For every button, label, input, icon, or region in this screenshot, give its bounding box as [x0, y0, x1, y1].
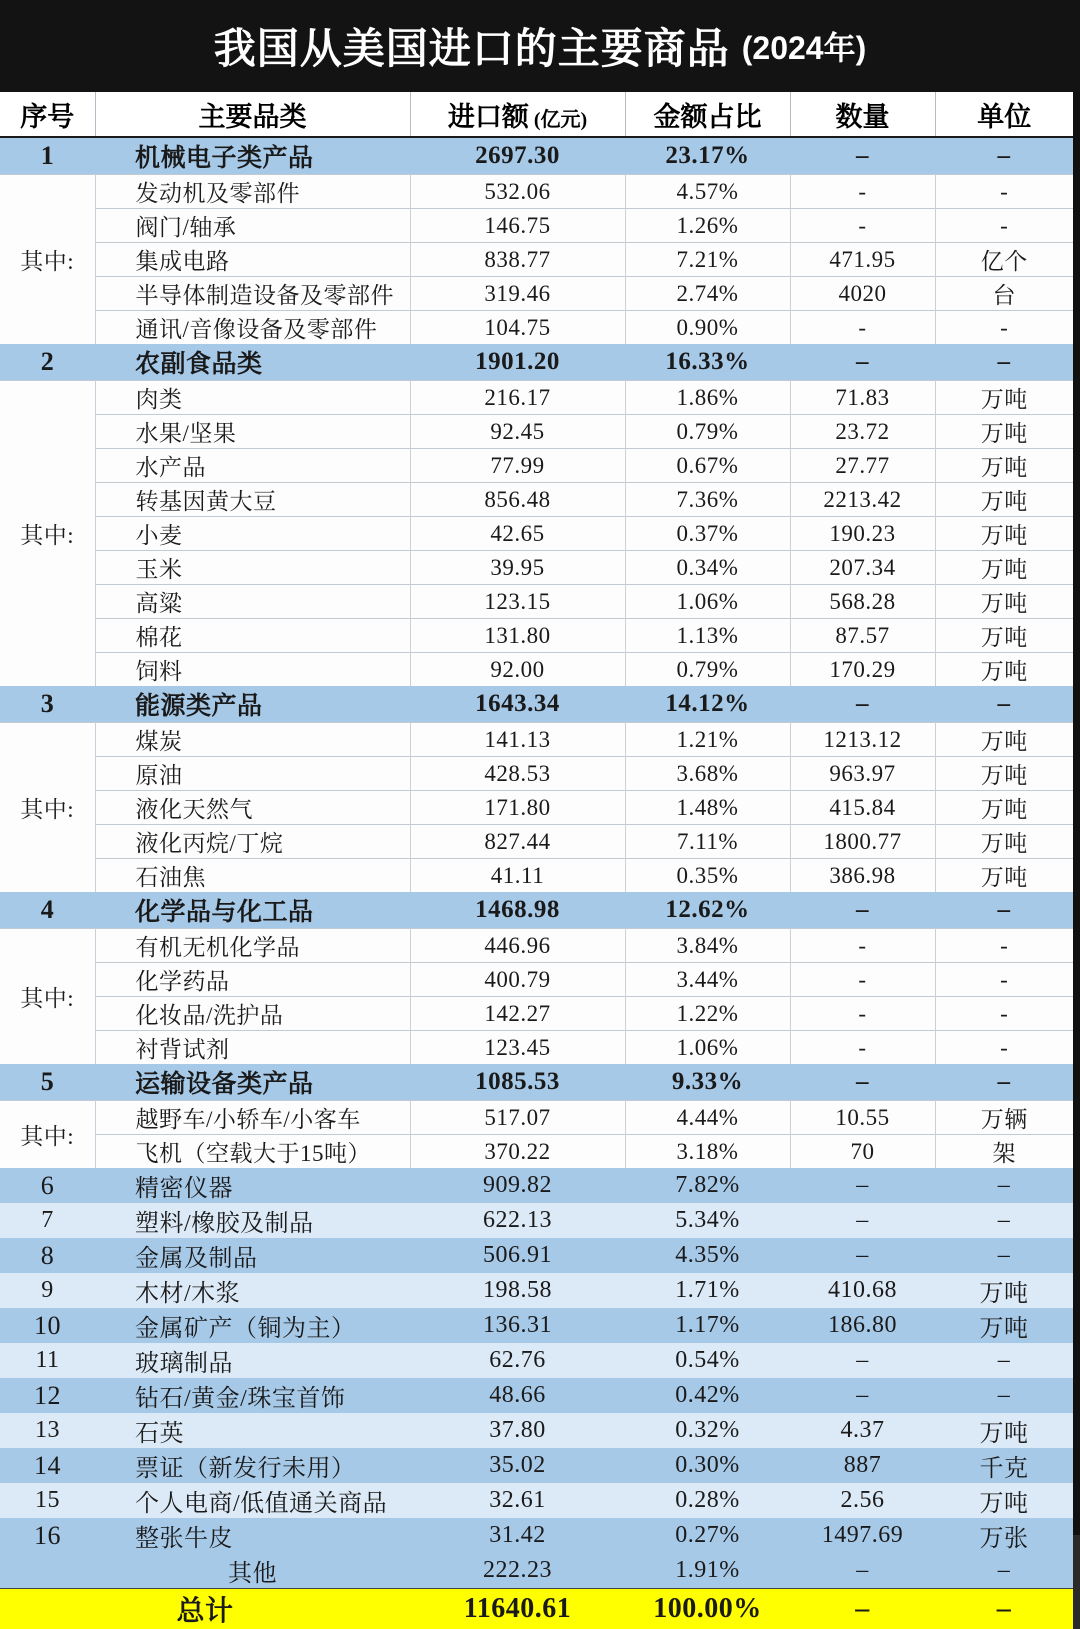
table-row	[0, 859, 1073, 893]
category-cell: 整张牛皮	[95, 1518, 410, 1553]
category-cell: 玉米	[95, 551, 410, 585]
share-cell: 12.62%	[625, 892, 790, 929]
amount-cell: 446.96	[410, 929, 625, 963]
unit-cell: 万吨	[935, 551, 1073, 585]
unit-cell: 万吨	[935, 483, 1073, 517]
qty-cell: 963.97	[790, 757, 935, 791]
table-row	[0, 209, 1073, 243]
category-cell: 阀门/轴承	[95, 209, 410, 243]
qty-cell: –	[790, 1168, 935, 1203]
amount-cell: 142.27	[410, 997, 625, 1031]
category-cell: 机械电子类产品	[95, 137, 410, 175]
category-cell: 化学品与化工品	[95, 892, 410, 929]
unit-cell: 万吨	[935, 825, 1073, 859]
share-cell: 1.06%	[625, 585, 790, 619]
category-cell: 个人电商/低值通关商品	[95, 1483, 410, 1518]
category-cell: 飞机（空载大于15吨）	[95, 1135, 410, 1169]
share-cell: 0.28%	[625, 1483, 790, 1518]
seq-cell: 8	[0, 1238, 95, 1273]
unit-cell: –	[935, 1238, 1073, 1273]
share-cell: 7.82%	[625, 1168, 790, 1203]
unit-cell: -	[935, 963, 1073, 997]
qty-cell: 2213.42	[790, 483, 935, 517]
table-row	[0, 137, 1073, 175]
share-cell: 0.35%	[625, 859, 790, 893]
unit-cell: -	[935, 997, 1073, 1031]
category-cell: 票证（新发行未用）	[95, 1448, 410, 1483]
unit-cell: 亿个	[935, 243, 1073, 277]
amount-cell: 517.07	[410, 1101, 625, 1135]
amount-cell: 1643.34	[410, 686, 625, 723]
col-header-seq: 序号	[0, 92, 95, 137]
qty-cell: 23.72	[790, 415, 935, 449]
unit-cell: 万吨	[935, 517, 1073, 551]
table-row	[0, 1101, 1073, 1135]
amount-cell: 827.44	[410, 825, 625, 859]
share-cell: 0.30%	[625, 1448, 790, 1483]
seq-cell: 5	[0, 1064, 95, 1101]
category-cell: 石油焦	[95, 859, 410, 893]
table-row	[0, 1308, 1073, 1343]
amount-cell: 222.23	[410, 1553, 625, 1589]
amount-cell: 123.15	[410, 585, 625, 619]
seq-cell: 16	[0, 1518, 95, 1553]
seq-cell: 14	[0, 1448, 95, 1483]
table-row	[0, 344, 1073, 381]
share-cell: 0.37%	[625, 517, 790, 551]
unit-cell: 万吨	[935, 1483, 1073, 1518]
seq-cell: 11	[0, 1343, 95, 1378]
category-cell: 水产品	[95, 449, 410, 483]
unit-cell: 万辆	[935, 1101, 1073, 1135]
unit-cell: 万吨	[935, 723, 1073, 757]
amount-cell: 1085.53	[410, 1064, 625, 1101]
seq-cell: 15	[0, 1483, 95, 1518]
amount-cell: 428.53	[410, 757, 625, 791]
amount-cell: 48.66	[410, 1378, 625, 1413]
category-cell: 农副食品类	[95, 344, 410, 381]
qty-cell: -	[790, 963, 935, 997]
qty-cell: -	[790, 209, 935, 243]
unit-cell: 万吨	[935, 859, 1073, 893]
qty-cell: 186.80	[790, 1308, 935, 1343]
unit-cell: -	[935, 929, 1073, 963]
amount-cell: 39.95	[410, 551, 625, 585]
table-row	[0, 619, 1073, 653]
category-cell: 肉类	[95, 381, 410, 415]
amount-cell: 838.77	[410, 243, 625, 277]
amount-cell: 856.48	[410, 483, 625, 517]
seq-cell: 4	[0, 892, 95, 929]
qty-cell: 4020	[790, 277, 935, 311]
col-header-amount-unit: (亿元)	[529, 109, 587, 131]
qty-cell: –	[790, 344, 935, 381]
group-cell: 其中:	[0, 1101, 95, 1169]
table-row	[0, 929, 1073, 963]
header-row	[0, 92, 1073, 137]
share-cell: 14.12%	[625, 686, 790, 723]
amount-cell: 146.75	[410, 209, 625, 243]
table-row	[0, 311, 1073, 345]
seq-cell: 7	[0, 1203, 95, 1238]
amount-cell: 136.31	[410, 1308, 625, 1343]
group-cell: 其中:	[0, 723, 95, 893]
unit-cell: 万吨	[935, 791, 1073, 825]
amount-cell: 131.80	[410, 619, 625, 653]
qty-cell: 1213.12	[790, 723, 935, 757]
seq-cell: 3	[0, 686, 95, 723]
table-row	[0, 653, 1073, 687]
seq-cell: 10	[0, 1308, 95, 1343]
table-row	[0, 1238, 1073, 1273]
share-cell: 9.33%	[625, 1064, 790, 1101]
table-row	[0, 483, 1073, 517]
qty-cell: –	[790, 1203, 935, 1238]
unit-cell: 万吨	[935, 757, 1073, 791]
share-cell: 4.44%	[625, 1101, 790, 1135]
table-row	[0, 1343, 1073, 1378]
category-cell: 化妆品/洗护品	[95, 997, 410, 1031]
table-row	[0, 1168, 1073, 1203]
share-cell: 1.17%	[625, 1308, 790, 1343]
category-cell: 衬背试剂	[95, 1031, 410, 1065]
page-title	[0, 0, 1080, 92]
table-row	[0, 277, 1073, 311]
qty-cell: -	[790, 929, 935, 963]
share-cell: 3.84%	[625, 929, 790, 963]
amount-cell: 370.22	[410, 1135, 625, 1169]
unit-cell: –	[935, 1168, 1073, 1203]
amount-cell: 532.06	[410, 175, 625, 209]
table-row	[0, 757, 1073, 791]
unit-cell: 万吨	[935, 381, 1073, 415]
unit-cell: –	[935, 344, 1073, 381]
seq-cell	[0, 1553, 95, 1589]
imports-table	[0, 92, 1073, 1629]
unit-cell: –	[935, 1378, 1073, 1413]
qty-cell: 190.23	[790, 517, 935, 551]
unit-cell: 万吨	[935, 1413, 1073, 1448]
unit-cell: –	[935, 1343, 1073, 1378]
amount-cell: 171.80	[410, 791, 625, 825]
qty-cell: 1800.77	[790, 825, 935, 859]
qty-cell: -	[790, 1031, 935, 1065]
seq-cell: 6	[0, 1168, 95, 1203]
qty-cell: -	[790, 311, 935, 345]
category-cell: 小麦	[95, 517, 410, 551]
table-row	[0, 243, 1073, 277]
share-cell: 4.57%	[625, 175, 790, 209]
amount-cell: 31.42	[410, 1518, 625, 1553]
amount-cell: 37.80	[410, 1413, 625, 1448]
qty-cell: –	[790, 686, 935, 723]
group-cell: 其中:	[0, 929, 95, 1065]
category-cell: 液化天然气	[95, 791, 410, 825]
unit-cell: –	[935, 686, 1073, 723]
seq-cell: 13	[0, 1413, 95, 1448]
table-row	[0, 517, 1073, 551]
table-row	[0, 551, 1073, 585]
category-cell: 钻石/黄金/珠宝首饰	[95, 1378, 410, 1413]
amount-cell: 909.82	[410, 1168, 625, 1203]
category-cell: 化学药品	[95, 963, 410, 997]
amount-cell: 77.99	[410, 449, 625, 483]
unit-cell: 万张	[935, 1518, 1073, 1553]
category-cell: 玻璃制品	[95, 1343, 410, 1378]
share-cell: 0.90%	[625, 311, 790, 345]
table-row	[0, 585, 1073, 619]
table-row	[0, 791, 1073, 825]
share-cell: 1.26%	[625, 209, 790, 243]
share-cell: 0.42%	[625, 1378, 790, 1413]
col-header-amount	[410, 92, 625, 137]
amount-cell: 92.45	[410, 415, 625, 449]
table-row	[0, 1031, 1073, 1065]
amount-cell: 1468.98	[410, 892, 625, 929]
qty-cell: –	[790, 137, 935, 175]
amount-cell: 32.61	[410, 1483, 625, 1518]
amount-cell: 216.17	[410, 381, 625, 415]
amount-cell: 35.02	[410, 1448, 625, 1483]
unit-cell: 万吨	[935, 653, 1073, 687]
share-cell: 7.11%	[625, 825, 790, 859]
unit-cell: –	[935, 1064, 1073, 1101]
table-row	[0, 1203, 1073, 1238]
total-label-cell: 总计	[0, 1589, 410, 1629]
share-cell: 1.71%	[625, 1273, 790, 1308]
share-cell: 3.18%	[625, 1135, 790, 1169]
share-cell: 1.21%	[625, 723, 790, 757]
category-cell: 棉花	[95, 619, 410, 653]
category-cell: 半导体制造设备及零部件	[95, 277, 410, 311]
table-row	[0, 1273, 1073, 1308]
share-cell: 0.32%	[625, 1413, 790, 1448]
unit-cell: -	[935, 175, 1073, 209]
unit-cell: –	[935, 892, 1073, 929]
share-cell: 1.48%	[625, 791, 790, 825]
category-cell: 其他	[95, 1553, 410, 1589]
qty-cell: 2.56	[790, 1483, 935, 1518]
table-row	[0, 1448, 1073, 1483]
qty-cell: –	[790, 1589, 935, 1629]
col-header-share: 金额占比	[625, 92, 790, 137]
unit-cell: –	[935, 137, 1073, 175]
share-cell: 7.36%	[625, 483, 790, 517]
share-cell: 7.21%	[625, 243, 790, 277]
unit-cell: -	[935, 311, 1073, 345]
page-title-text: 我国从美国进口的主要商品	[214, 16, 730, 76]
table-row	[0, 963, 1073, 997]
page-title-year: (2024年)	[742, 23, 867, 69]
qty-cell: 410.68	[790, 1273, 935, 1308]
amount-cell: 42.65	[410, 517, 625, 551]
qty-cell: 471.95	[790, 243, 935, 277]
category-cell: 转基因黄大豆	[95, 483, 410, 517]
category-cell: 塑料/橡胶及制品	[95, 1203, 410, 1238]
qty-cell: 887	[790, 1448, 935, 1483]
category-cell: 金属及制品	[95, 1238, 410, 1273]
qty-cell: –	[790, 1064, 935, 1101]
unit-cell: 万吨	[935, 449, 1073, 483]
category-cell: 石英	[95, 1413, 410, 1448]
amount-cell: 400.79	[410, 963, 625, 997]
table-row	[0, 1135, 1073, 1169]
table-row	[0, 892, 1073, 929]
share-cell: 1.06%	[625, 1031, 790, 1065]
table-row	[0, 723, 1073, 757]
share-cell: 2.74%	[625, 277, 790, 311]
qty-cell: 10.55	[790, 1101, 935, 1135]
share-cell: 100.00%	[625, 1589, 790, 1629]
category-cell: 木材/木浆	[95, 1273, 410, 1308]
amount-cell: 1901.20	[410, 344, 625, 381]
qty-cell: -	[790, 997, 935, 1031]
qty-cell: 27.77	[790, 449, 935, 483]
share-cell: 0.67%	[625, 449, 790, 483]
share-cell: 4.35%	[625, 1238, 790, 1273]
amount-cell: 622.13	[410, 1203, 625, 1238]
category-cell: 液化丙烷/丁烷	[95, 825, 410, 859]
unit-cell: -	[935, 1031, 1073, 1065]
table-row	[0, 175, 1073, 209]
category-cell: 能源类产品	[95, 686, 410, 723]
col-header-quantity: 数量	[790, 92, 935, 137]
unit-cell: -	[935, 209, 1073, 243]
table-row	[0, 1518, 1073, 1553]
col-header-category: 主要品类	[95, 92, 410, 137]
qty-cell: –	[790, 1378, 935, 1413]
qty-cell: 1497.69	[790, 1518, 935, 1553]
amount-cell: 104.75	[410, 311, 625, 345]
qty-cell: 87.57	[790, 619, 935, 653]
seq-cell: 12	[0, 1378, 95, 1413]
qty-cell: 71.83	[790, 381, 935, 415]
share-cell: 3.44%	[625, 963, 790, 997]
share-cell: 16.33%	[625, 344, 790, 381]
unit-cell: 万吨	[935, 1308, 1073, 1343]
table-row	[0, 449, 1073, 483]
unit-cell: 台	[935, 277, 1073, 311]
qty-cell: 568.28	[790, 585, 935, 619]
category-cell: 高粱	[95, 585, 410, 619]
table-body	[0, 137, 1073, 1629]
table-row	[0, 1589, 1073, 1629]
unit-cell: 万吨	[935, 585, 1073, 619]
amount-cell: 198.58	[410, 1273, 625, 1308]
share-cell: 0.54%	[625, 1343, 790, 1378]
unit-cell: 架	[935, 1135, 1073, 1169]
amount-cell: 506.91	[410, 1238, 625, 1273]
share-cell: 0.79%	[625, 653, 790, 687]
share-cell: 1.22%	[625, 997, 790, 1031]
category-cell: 运输设备类产品	[95, 1064, 410, 1101]
table-row	[0, 686, 1073, 723]
amount-cell: 62.76	[410, 1343, 625, 1378]
category-cell: 水果/坚果	[95, 415, 410, 449]
share-cell: 1.86%	[625, 381, 790, 415]
seq-cell: 1	[0, 137, 95, 175]
qty-cell: 170.29	[790, 653, 935, 687]
seq-cell: 9	[0, 1273, 95, 1308]
category-cell: 发动机及零部件	[95, 175, 410, 209]
unit-cell: 万吨	[935, 1273, 1073, 1308]
group-cell: 其中:	[0, 175, 95, 345]
qty-cell: 386.98	[790, 859, 935, 893]
category-cell: 饲料	[95, 653, 410, 687]
category-cell: 集成电路	[95, 243, 410, 277]
amount-cell: 319.46	[410, 277, 625, 311]
unit-cell: –	[935, 1203, 1073, 1238]
table-row	[0, 1378, 1073, 1413]
unit-cell: 千克	[935, 1448, 1073, 1483]
category-cell: 金属矿产（铜为主）	[95, 1308, 410, 1343]
qty-cell: –	[790, 892, 935, 929]
category-cell: 通讯/音像设备及零部件	[95, 311, 410, 345]
share-cell: 5.34%	[625, 1203, 790, 1238]
amount-cell: 2697.30	[410, 137, 625, 175]
category-cell: 精密仪器	[95, 1168, 410, 1203]
table-row	[0, 1553, 1073, 1589]
qty-cell: 70	[790, 1135, 935, 1169]
table-row	[0, 381, 1073, 415]
amount-cell: 11640.61	[410, 1589, 625, 1629]
seq-cell: 2	[0, 344, 95, 381]
share-cell: 1.13%	[625, 619, 790, 653]
table-row	[0, 1413, 1073, 1448]
qty-cell: –	[790, 1553, 935, 1589]
table-row	[0, 997, 1073, 1031]
category-cell: 越野车/小轿车/小客车	[95, 1101, 410, 1135]
amount-cell: 92.00	[410, 653, 625, 687]
unit-cell: –	[935, 1589, 1073, 1629]
amount-cell: 123.45	[410, 1031, 625, 1065]
share-cell: 0.27%	[625, 1518, 790, 1553]
col-header-unit: 单位	[935, 92, 1073, 137]
unit-cell: 万吨	[935, 619, 1073, 653]
share-cell: 1.91%	[625, 1553, 790, 1589]
unit-cell: 万吨	[935, 415, 1073, 449]
table-row	[0, 1064, 1073, 1101]
qty-cell: 415.84	[790, 791, 935, 825]
table-row	[0, 415, 1073, 449]
qty-cell: -	[790, 175, 935, 209]
category-cell: 有机无机化学品	[95, 929, 410, 963]
unit-cell: –	[935, 1553, 1073, 1589]
table-row	[0, 825, 1073, 859]
qty-cell: –	[790, 1238, 935, 1273]
qty-cell: 4.37	[790, 1413, 935, 1448]
share-cell: 23.17%	[625, 137, 790, 175]
amount-cell: 141.13	[410, 723, 625, 757]
qty-cell: –	[790, 1343, 935, 1378]
share-cell: 3.68%	[625, 757, 790, 791]
category-cell: 煤炭	[95, 723, 410, 757]
qty-cell: 207.34	[790, 551, 935, 585]
table-row	[0, 1483, 1073, 1518]
group-cell: 其中:	[0, 381, 95, 687]
col-header-amount-main: 进口额	[448, 102, 529, 132]
share-cell: 0.79%	[625, 415, 790, 449]
share-cell: 0.34%	[625, 551, 790, 585]
amount-cell: 41.11	[410, 859, 625, 893]
category-cell: 原油	[95, 757, 410, 791]
